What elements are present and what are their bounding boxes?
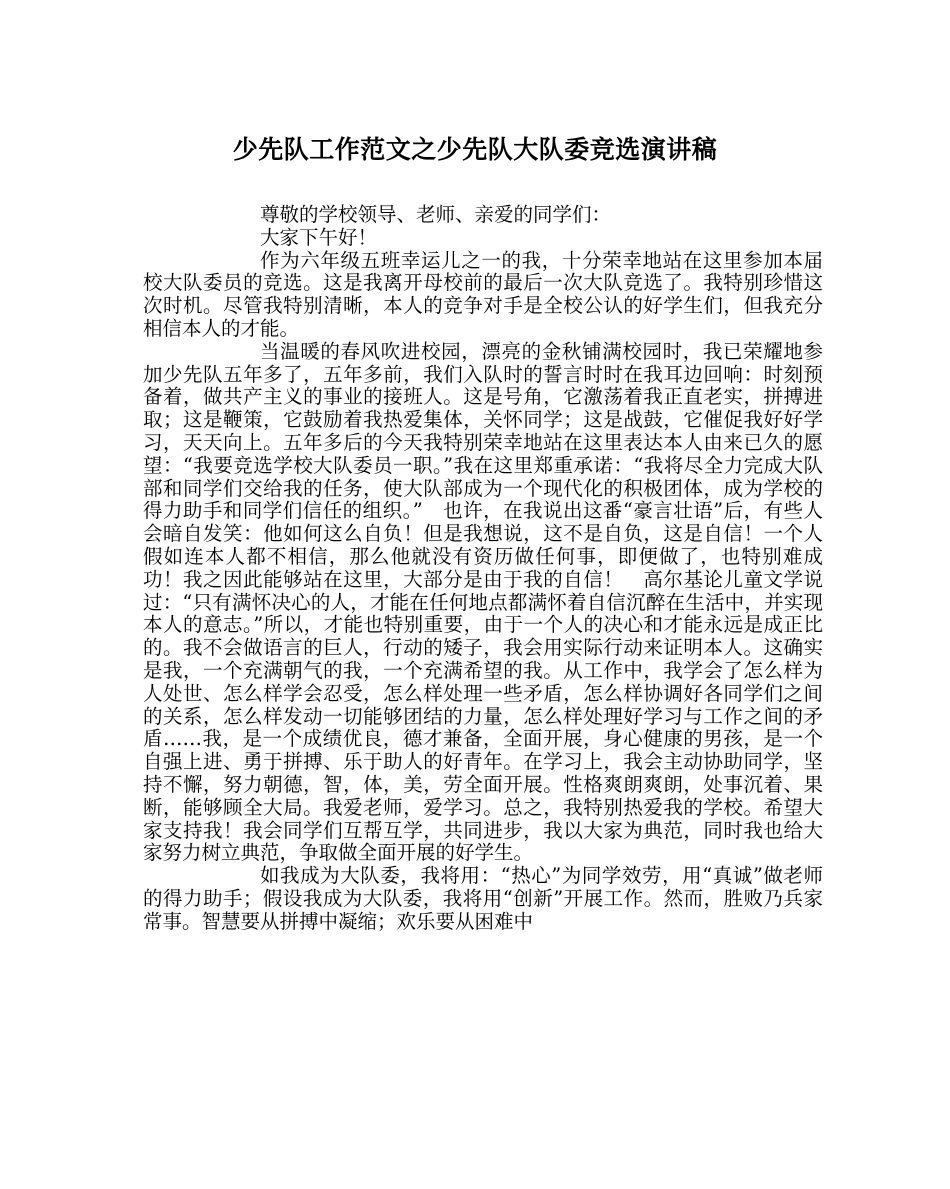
- paragraph-1: 作为六年级五班幸运儿之一的我，十分荣幸地站在这里参加本届校大队委员的竞选。这是我离开母校前的最后一次大队竞选了。我特别珍惜这次时机。尽管我特别清晰，本人的竞争对手是全校公认的好学生们，但我充分相信本人的才能。: [143, 248, 823, 340]
- paragraph-3: 如我成为大队委，我将用：“热心”为同学效劳，用“真诚”做老师的得力助手；假设我成为大队委，我将用“创新”开展工作。然而，胜败乃兵家常事。智慧要从拼搏中凝缩；欢乐要从困难中: [143, 864, 823, 933]
- document-title: 少先队工作范文之少先队大队委竞选演讲稿: [232, 135, 718, 164]
- salutation-line: 大家下午好！: [260, 225, 378, 249]
- paragraph-2: 当温暖的春风吹进校园，漂亮的金秋铺满校园时，我已荣耀地参加少先队五年多了，五年多前，我们入队时的誓言时时在我耳边回响：时刻预备着，做共产主义的事业的接班人。这是号角，它激荡着我正直老实，拼搏进取；这是鞭策，它鼓励着我热爱集体，关怀同学；这是战鼓，它催促我好好学习，天天向上。五年多后的今天我特别荣幸地站在这里表达本人由来已久的愿望：“我要竞选学校大队委员一职。”我在这里郑重承诺：“我将尽全力完成大队部和同学们交给我的任务，使大队部成为一个现代化的积极团体，成为学校的得力助手和同学们信任的组织。” 也许，在我说出这番“豪言壮语”后，有些人会暗自发笑：他如何这么自负！但是我想说，这不是自负，这是自信！一个人假如连本人都不相信，那么他就没有资历做任何事，即便做了，也特别难成功！我之因此能够站在这里，大部分是由于我的自信！ 高尔基论儿童文学说过：“只有满怀决心的人，才能在任何地点都满怀着自信沉醉在生活中，并实现本人的意志。”所以，才能也特别重要，由于一个人的决心和才能永远是成正比的。我不会做语言的巨人，行动的矮子，我会用实际行动来证明本人。这确实是我，一个充满朝气的我，一个充满希望的我。从工作中，我学会了怎么样为人处世、怎么样学会忍受，怎么样处理一些矛盾，怎么样协调好各同学们之间的关系，怎么样发动一切能够团结的力量，怎么样处理好学习与工作之间的矛盾……我，是一个成绩优良，德才兼备，全面开展，身心健康的男孩，是一个自强上进、勇于拼搏、乐于助人的好青年。在学习上，我会主动协助同学，坚持不懈，努力朝德，智，体，美，劳全面开展。性格爽朗爽朗，处事沉着、果断，能够顾全大局。我爱老师，爱学习。总之，我特别热爱我的学校。希望大家支持我！我会同学们互帮互学，共同进步，我以大家为典范，同时我也给大家努力树立典范，争取做全面开展的好学生。: [143, 339, 823, 865]
- document-body: [143, 204, 823, 934]
- greeting-line: 尊敬的学校领导、老师、亲爱的同学们：: [260, 203, 612, 226]
